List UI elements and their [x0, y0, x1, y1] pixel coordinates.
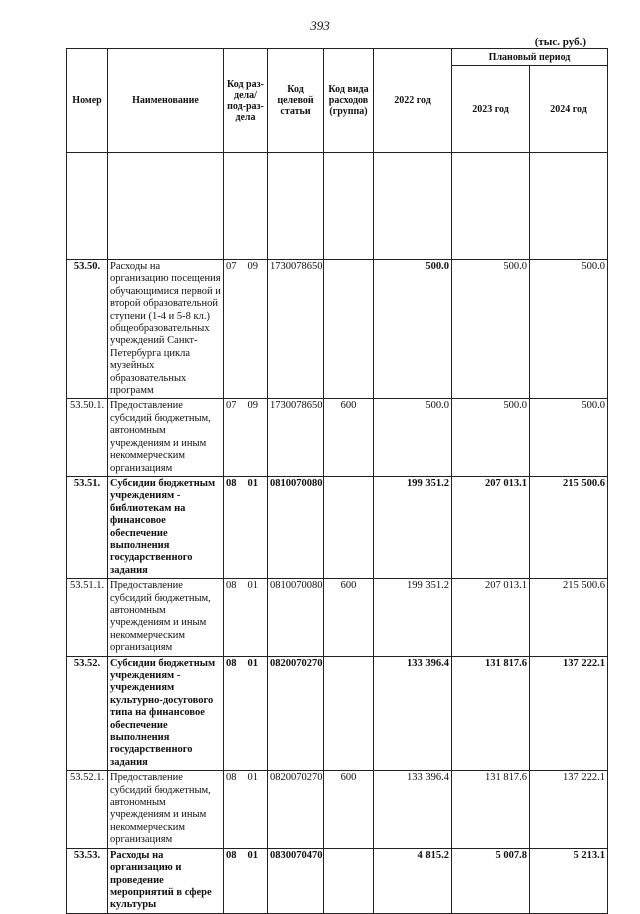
row-number: 53.50.1.: [67, 399, 108, 476]
row-2023-amount: 207 013.1: [452, 476, 530, 578]
header-plan-period: Плановый период: [452, 49, 608, 66]
table-row: [67, 848, 608, 913]
row-target-code: 0830070470: [268, 848, 324, 913]
subsection-code: 01: [247, 477, 258, 489]
row-2023-amount: 500.0: [452, 399, 530, 476]
table-row: [67, 399, 608, 476]
subsection-code: 01: [247, 849, 258, 861]
row-target-code: 0820070270: [268, 656, 324, 771]
header-target: Код целевой статьи: [268, 49, 324, 153]
row-section-code: [224, 771, 268, 848]
row-name: Субсидии бюджетным учреждениям - библиотекам на финансовое обеспечение выполнения государственного задания: [108, 476, 224, 578]
table-row: [67, 771, 608, 848]
row-2024-amount: 137 222.1: [530, 656, 608, 771]
table-row: [67, 260, 608, 399]
header-row-top: [67, 49, 608, 66]
row-kind-code: [324, 848, 374, 913]
header-section: Код раз-дела/ под-раз-дела: [224, 49, 268, 153]
row-number: 53.53.: [67, 848, 108, 913]
row-2022-amount: 199 351.2: [374, 579, 452, 656]
row-kind-code: [324, 476, 374, 578]
row-target-code: 1730078650: [268, 260, 324, 399]
row-kind-code: 600: [324, 771, 374, 848]
row-kind-code: [324, 656, 374, 771]
header-spacer-row: [67, 153, 608, 260]
section-code: 07: [226, 400, 237, 412]
subsection-code: 01: [247, 580, 258, 592]
subsection-code: 09: [247, 400, 258, 412]
row-2022-amount: 133 396.4: [374, 656, 452, 771]
section-code: 08: [226, 580, 237, 592]
row-2022-amount: 199 351.2: [374, 476, 452, 578]
row-2023-amount: 131 817.6: [452, 656, 530, 771]
page-number: 393: [310, 18, 330, 33]
header-2022: 2022 год: [374, 49, 452, 153]
row-name: Предоставление субсидий бюджетным, автономным учреждениям и иным некоммерческим организациям: [108, 579, 224, 656]
header-kind: Код вида расходов (группа): [324, 49, 374, 153]
table-row: [67, 656, 608, 771]
row-2023-amount: 207 013.1: [452, 579, 530, 656]
row-2024-amount: 215 500.6: [530, 476, 608, 578]
header-2024: 2024 год: [530, 66, 608, 153]
row-target-code: 0810070080: [268, 476, 324, 578]
row-target-code: 1730078650: [268, 399, 324, 476]
header-name: Наименование: [108, 49, 224, 153]
row-name: Субсидии бюджетным учреждениям - учреждениям культурно-досугового типа на финансовое обеспечение выполнения государственного задания: [108, 656, 224, 771]
row-2022-amount: 4 815.2: [374, 848, 452, 913]
row-name: Расходы на организацию посещения обучающимися первой и второй образовательной ступени (1-4 и 5-8 кл.) общеобразовательных учреждений Санкт-Петербурга цикла музейных образовательных программ: [108, 260, 224, 399]
row-kind-code: 600: [324, 399, 374, 476]
row-2022-amount: 500.0: [374, 399, 452, 476]
row-2022-amount: 133 396.4: [374, 771, 452, 848]
row-section-code: [224, 476, 268, 578]
row-2023-amount: 131 817.6: [452, 771, 530, 848]
section-code: 08: [226, 772, 237, 784]
row-kind-code: [324, 260, 374, 399]
row-number: 53.52.1.: [67, 771, 108, 848]
subsection-code: 09: [247, 261, 258, 272]
section-code: 08: [226, 477, 237, 489]
row-number: 53.51.: [67, 476, 108, 578]
section-code: 08: [226, 657, 237, 669]
row-name: Предоставление субсидий бюджетным, автономным учреждениям и иным некоммерческим организациям: [108, 771, 224, 848]
row-2024-amount: 137 222.1: [530, 771, 608, 848]
table-row: [67, 476, 608, 578]
section-code: 08: [226, 849, 237, 861]
row-target-code: 0820070270: [268, 771, 324, 848]
row-2023-amount: 5 007.8: [452, 848, 530, 913]
row-section-code: [224, 260, 268, 399]
row-2024-amount: 500.0: [530, 399, 608, 476]
row-number: 53.52.: [67, 656, 108, 771]
header-number: Номер: [67, 49, 108, 153]
section-code: 07: [226, 261, 237, 272]
row-name: Расходы на организацию и проведение мероприятий в сфере культуры: [108, 848, 224, 913]
units-label: (тыс. руб.): [534, 36, 586, 48]
subsection-code: 01: [247, 657, 258, 669]
budget-table: [66, 48, 608, 914]
row-2023-amount: 500.0: [452, 260, 530, 399]
row-2022-amount: 500.0: [374, 260, 452, 399]
row-2024-amount: 500.0: [530, 260, 608, 399]
row-kind-code: 600: [324, 579, 374, 656]
row-section-code: [224, 399, 268, 476]
row-2024-amount: 5 213.1: [530, 848, 608, 913]
row-section-code: [224, 848, 268, 913]
row-target-code: 0810070080: [268, 579, 324, 656]
row-section-code: [224, 656, 268, 771]
row-name: Предоставление субсидий бюджетным, автономным учреждениям и иным некоммерческим организациям: [108, 399, 224, 476]
row-section-code: [224, 579, 268, 656]
header-2023: 2023 год: [452, 66, 530, 153]
row-2024-amount: 215 500.6: [530, 579, 608, 656]
row-number: 53.50.: [67, 260, 108, 399]
subsection-code: 01: [247, 772, 258, 784]
row-number: 53.51.1.: [67, 579, 108, 656]
table-row: [67, 579, 608, 656]
